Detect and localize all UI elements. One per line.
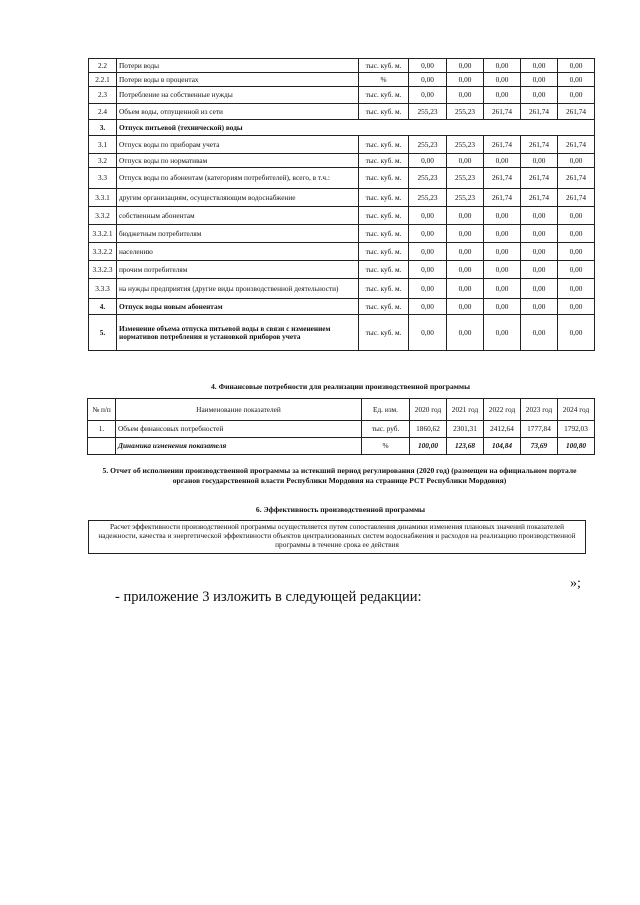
header-unit: Ед. изм. xyxy=(362,399,410,421)
header-year: 2021 год xyxy=(447,399,484,421)
row-value: 261,74 xyxy=(558,168,595,189)
row-unit: тыс. куб. м. xyxy=(359,225,409,243)
row-value: 0,00 xyxy=(521,59,558,73)
row-value: 255,23 xyxy=(409,104,447,120)
table-row xyxy=(89,59,595,73)
row-value: 0,00 xyxy=(447,261,484,279)
table-row xyxy=(89,315,595,351)
row-num: 2.2.1 xyxy=(89,73,117,87)
row-value: 0,00 xyxy=(521,87,558,104)
row-num: 3. xyxy=(89,120,117,136)
table-row xyxy=(89,225,595,243)
table-row xyxy=(89,154,595,168)
row-unit: тыс. куб. м. xyxy=(359,207,409,225)
row-value: 261,74 xyxy=(558,104,595,120)
water-balance-table xyxy=(88,58,595,351)
row-num xyxy=(88,438,116,455)
row-value: 261,74 xyxy=(558,189,595,207)
row-value: 0,00 xyxy=(558,87,595,104)
efficiency-text-box: Расчет эффективности производственной программы осуществляется путем сопоставления динамики изменения плановых значений показателей надежности, качества и энергетической эффективности объектов централизованных систем водоснабжения и расходов на реализацию производственной программы в течение срока ее действия xyxy=(88,520,586,554)
row-value: 255,23 xyxy=(447,168,484,189)
row-value: 73,69 xyxy=(521,438,558,455)
row-value: 0,00 xyxy=(558,279,595,299)
row-value: 0,00 xyxy=(521,73,558,87)
row-unit: % xyxy=(362,438,410,455)
header-num: № п/п xyxy=(88,399,116,421)
table-row xyxy=(89,189,595,207)
row-value: 0,00 xyxy=(409,154,447,168)
table-row xyxy=(89,279,595,299)
row-num: 3.2 xyxy=(89,154,117,168)
row-name: на нужды предприятия (другие виды производственной деятельности) xyxy=(117,279,359,299)
row-name: Отпуск питьевой (технической) воды xyxy=(117,120,595,136)
row-unit: тыс. куб. м. xyxy=(359,87,409,104)
table-row xyxy=(88,438,595,455)
row-unit: тыс. куб. м. xyxy=(359,189,409,207)
row-value: 0,00 xyxy=(558,243,595,261)
row-name: Изменение объема отпуска питьевой воды в связи с изменением нормативов потребления и установкой приборов учета xyxy=(117,315,359,351)
row-value: 0,00 xyxy=(447,73,484,87)
row-value: 0,00 xyxy=(521,315,558,351)
section-header-row xyxy=(89,120,595,136)
appendix-instruction: - приложение 3 изложить в следующей редакции: xyxy=(115,589,422,605)
row-value: 0,00 xyxy=(558,73,595,87)
row-value: 0,00 xyxy=(521,299,558,315)
row-value: 0,00 xyxy=(484,87,521,104)
row-value: 1860,62 xyxy=(410,421,447,438)
row-value: 0,00 xyxy=(558,154,595,168)
row-value: 0,00 xyxy=(521,225,558,243)
row-value: 0,00 xyxy=(409,207,447,225)
row-value: 100,80 xyxy=(558,438,595,455)
row-num: 2.4 xyxy=(89,104,117,120)
row-value: 0,00 xyxy=(521,243,558,261)
row-value: 0,00 xyxy=(447,225,484,243)
header-year: 2024 год xyxy=(558,399,595,421)
row-name: Отпуск воды по абонентам (категориям потребителей), всего, в т.ч.: xyxy=(117,168,359,189)
row-value: 0,00 xyxy=(484,225,521,243)
row-value: 261,74 xyxy=(484,136,521,154)
row-value: 2412,64 xyxy=(484,421,521,438)
row-value: 0,00 xyxy=(558,315,595,351)
row-value: 0,00 xyxy=(409,315,447,351)
row-unit: тыс. куб. м. xyxy=(359,279,409,299)
row-unit: тыс. куб. м. xyxy=(359,299,409,315)
row-num: 4. xyxy=(89,299,117,315)
section-4-title: 4. Финансовые потребности для реализации производственной программы xyxy=(210,382,471,391)
row-unit: тыс. куб. м. xyxy=(359,243,409,261)
row-value: 0,00 xyxy=(409,59,447,73)
row-value: 2301,31 xyxy=(447,421,484,438)
row-name: прочим потребителям xyxy=(117,261,359,279)
row-num: 3.3.2.2 xyxy=(89,243,117,261)
section-6-title: 6. Эффективность производственной программы xyxy=(255,505,426,514)
row-name: Динамика изменения показателя xyxy=(116,438,362,455)
header-year: 2020 год xyxy=(410,399,447,421)
row-value: 0,00 xyxy=(558,225,595,243)
header-year: 2023 год xyxy=(521,399,558,421)
row-name: населению xyxy=(117,243,359,261)
row-value: 261,74 xyxy=(558,136,595,154)
row-value: 0,00 xyxy=(484,154,521,168)
row-name: собственным абонентам xyxy=(117,207,359,225)
row-name: Потери воды xyxy=(117,59,359,73)
row-value: 0,00 xyxy=(484,261,521,279)
closing-quote-mark: »; xyxy=(570,576,581,591)
row-value: 0,00 xyxy=(409,261,447,279)
row-unit: тыс. руб. xyxy=(362,421,410,438)
row-num: 3.3 xyxy=(89,168,117,189)
financial-needs-table xyxy=(87,398,595,455)
row-name: Объем финансовых потребностей xyxy=(116,421,362,438)
row-num: 3.3.1 xyxy=(89,189,117,207)
row-num: 3.1 xyxy=(89,136,117,154)
row-value: 0,00 xyxy=(484,59,521,73)
row-value: 255,23 xyxy=(447,104,484,120)
row-value: 0,00 xyxy=(521,279,558,299)
table-row xyxy=(89,87,595,104)
row-value: 0,00 xyxy=(447,279,484,299)
row-name: Объем воды, отпущенной из сети xyxy=(117,104,359,120)
row-value: 261,74 xyxy=(521,168,558,189)
row-value: 0,00 xyxy=(447,299,484,315)
row-value: 0,00 xyxy=(447,315,484,351)
row-value: 1792,03 xyxy=(558,421,595,438)
table-row xyxy=(89,207,595,225)
table-row xyxy=(88,421,595,438)
row-name: бюджетным потребителям xyxy=(117,225,359,243)
row-num: 5. xyxy=(89,315,117,351)
row-num: 3.3.2 xyxy=(89,207,117,225)
table-row xyxy=(89,299,595,315)
row-value: 261,74 xyxy=(484,168,521,189)
row-value: 0,00 xyxy=(484,299,521,315)
row-value: 123,68 xyxy=(447,438,484,455)
row-value: 0,00 xyxy=(521,261,558,279)
table-header-row xyxy=(88,399,595,421)
table-row xyxy=(89,261,595,279)
row-unit: тыс. куб. м. xyxy=(359,59,409,73)
row-unit: тыс. куб. м. xyxy=(359,261,409,279)
row-value: 0,00 xyxy=(558,207,595,225)
row-num: 1. xyxy=(88,421,116,438)
row-num: 3.3.2.1 xyxy=(89,225,117,243)
row-name: Отпуск воды новым абонентам xyxy=(117,299,359,315)
row-value: 0,00 xyxy=(521,207,558,225)
row-value: 261,74 xyxy=(484,104,521,120)
header-year: 2022 год xyxy=(484,399,521,421)
row-unit: тыс. куб. м. xyxy=(359,154,409,168)
row-value: 0,00 xyxy=(484,73,521,87)
row-value: 0,00 xyxy=(409,87,447,104)
row-value: 0,00 xyxy=(447,59,484,73)
row-value: 0,00 xyxy=(447,154,484,168)
row-value: 1777,84 xyxy=(521,421,558,438)
row-name: Отпуск воды по приборам учета xyxy=(117,136,359,154)
row-value: 0,00 xyxy=(484,279,521,299)
row-value: 255,23 xyxy=(409,168,447,189)
row-value: 261,74 xyxy=(484,189,521,207)
row-value: 0,00 xyxy=(447,207,484,225)
row-value: 255,23 xyxy=(409,136,447,154)
row-value: 0,00 xyxy=(409,279,447,299)
row-value: 0,00 xyxy=(447,243,484,261)
row-value: 104,84 xyxy=(484,438,521,455)
row-name: другим организациям, осуществляющим водоснабжение xyxy=(117,189,359,207)
row-value: 261,74 xyxy=(521,104,558,120)
row-num: 3.3.2.3 xyxy=(89,261,117,279)
row-value: 0,00 xyxy=(484,207,521,225)
row-value: 0,00 xyxy=(447,87,484,104)
section-5-report: 5. Отчет об исполнении производственной программы за истекший период регулирования (2020 год) (размещен на официальном портале органов государственной власти Республики Мордовия на странице РСТ Республики Мордовия) xyxy=(102,466,577,485)
row-value: 100,00 xyxy=(410,438,447,455)
table-row xyxy=(89,104,595,120)
table-row xyxy=(89,136,595,154)
row-value: 0,00 xyxy=(409,225,447,243)
row-name: Потребление на собственные нужды xyxy=(117,87,359,104)
row-num: 2.2 xyxy=(89,59,117,73)
row-unit: % xyxy=(359,73,409,87)
row-name: Потери воды в процентах xyxy=(117,73,359,87)
row-value: 255,23 xyxy=(409,189,447,207)
row-value: 0,00 xyxy=(484,315,521,351)
row-name: Отпуск воды по нормативам xyxy=(117,154,359,168)
header-name: Наименование показателей xyxy=(116,399,362,421)
row-value: 261,74 xyxy=(521,136,558,154)
row-value: 255,23 xyxy=(447,189,484,207)
row-value: 261,74 xyxy=(521,189,558,207)
table-row xyxy=(89,168,595,189)
row-value: 0,00 xyxy=(484,243,521,261)
row-value: 0,00 xyxy=(558,59,595,73)
row-value: 255,23 xyxy=(447,136,484,154)
row-value: 0,00 xyxy=(409,299,447,315)
row-num: 2.3 xyxy=(89,87,117,104)
row-value: 0,00 xyxy=(558,261,595,279)
row-unit: тыс. куб. м. xyxy=(359,168,409,189)
row-unit: тыс. куб. м. xyxy=(359,315,409,351)
row-value: 0,00 xyxy=(409,73,447,87)
row-unit: тыс. куб. м. xyxy=(359,136,409,154)
table-row xyxy=(89,73,595,87)
table-row xyxy=(89,243,595,261)
row-num: 3.3.3 xyxy=(89,279,117,299)
row-value: 0,00 xyxy=(558,299,595,315)
row-value: 0,00 xyxy=(521,154,558,168)
row-value: 0,00 xyxy=(409,243,447,261)
row-unit: тыс. куб. м. xyxy=(359,104,409,120)
